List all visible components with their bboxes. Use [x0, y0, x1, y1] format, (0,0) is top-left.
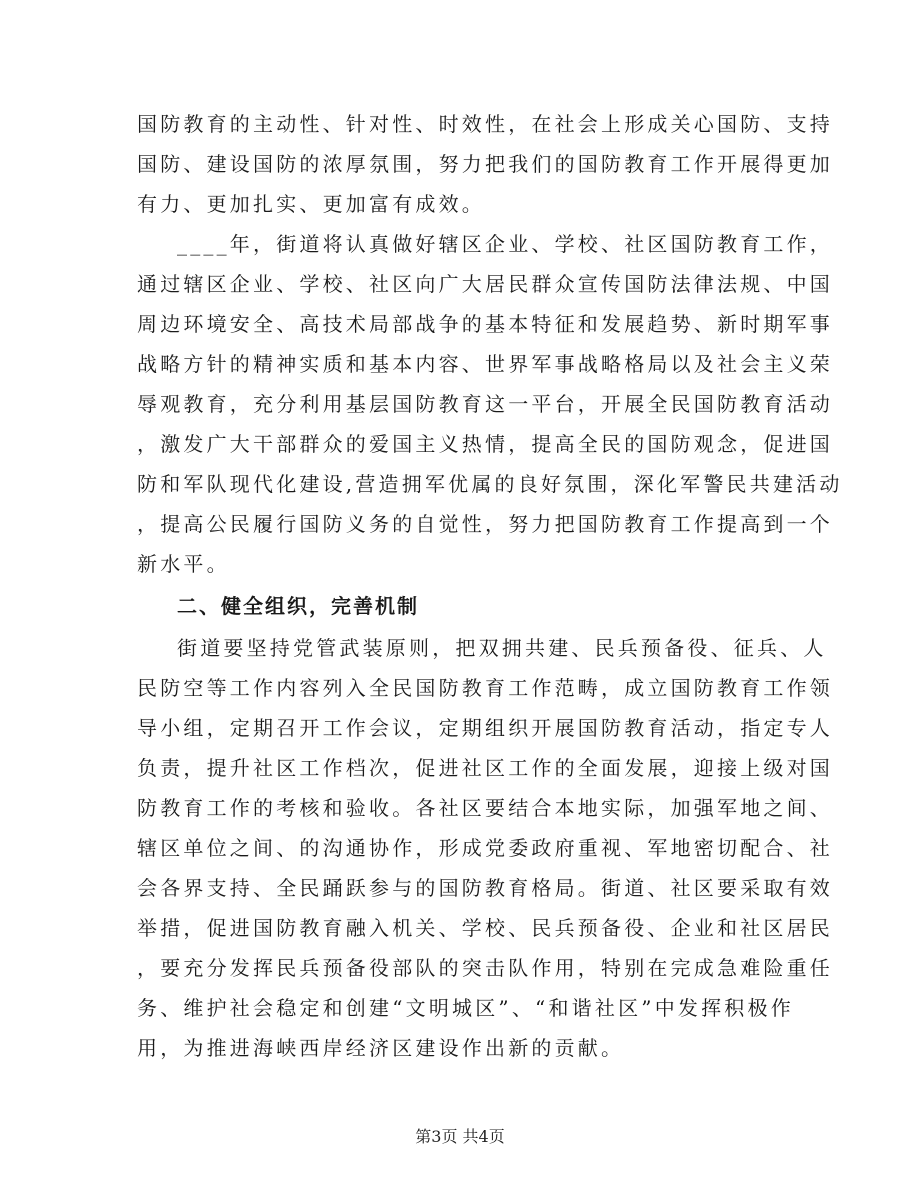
section-heading: 二、健全组织，完善机制 — [177, 594, 419, 618]
paragraph-2-line-6: ，激发广大干部群众的爱国主义热情，提高全民的国防观念，促进国 — [137, 432, 833, 456]
paragraph-2-line-2: 通过辖区企业、学校、社区向广大居民群众宣传国防法律法规、中国 — [137, 272, 833, 296]
paragraph-2-line-9: 新水平。 — [137, 552, 230, 576]
section-2-line-10: 务、维护社会稳定和创建“文明城区”、“和谐社区”中发挥积极作 — [137, 996, 794, 1020]
paragraph-2-line-8: ，提高公民履行国防义务的自觉性，努力把国防教育工作提高到一个 — [137, 512, 833, 536]
section-2-line-11: 用，为推进海峡西岸经济区建设作出新的贡献。 — [137, 1036, 625, 1060]
section-2-line-5: 防教育工作的考核和验收。各社区要结合本地实际，加强军地之间、 — [137, 796, 833, 820]
section-2-line-7: 会各界支持、全民踊跃参与的国防教育格局。街道、社区要采取有效 — [137, 876, 833, 900]
paragraph-1-line-1: 国防教育的主动性、针对性、时效性，在社会上形成关心国防、支持 — [137, 112, 833, 136]
section-2-line-4: 负责，提升社区工作档次，促进社区工作的全面发展，迎接上级对国 — [137, 756, 833, 780]
paragraph-1-line-3: 有力、更加扎实、更加富有成效。 — [137, 192, 485, 216]
section-2-line-3: 导小组，定期召开工作会议，定期组织开展国防教育活动，指定专人 — [137, 716, 833, 740]
section-2-line-8: 举措，促进国防教育融入机关、学校、民兵预备役、企业和社区居民 — [137, 916, 833, 940]
section-2-line-6: 辖区单位之间、的沟通协作，形成党委政府重视、军地密切配合、社 — [137, 836, 833, 860]
paragraph-2-line-7: 防和军队现代化建设,营造拥军优属的良好氛围，深化军警民共建活动 — [137, 472, 843, 496]
section-2-line-2: 民防空等工作内容列入全民国防教育工作范畴，成立国防教育工作领 — [137, 676, 833, 700]
section-2-line-1: 街道要坚持党管武装原则，把双拥共建、民兵预备役、征兵、人 — [177, 636, 827, 660]
page-number: 第3页 共4页 — [415, 1127, 505, 1146]
paragraph-2-line-5: 辱观教育，充分利用基层国防教育这一平台，开展全民国防教育活动 — [137, 392, 833, 416]
paragraph-2-line-1: ____年，街道将认真做好辖区企业、学校、社区国防教育工作， — [177, 232, 833, 256]
paragraph-2-line-3: 周边环境安全、高技术局部战争的基本特征和发展趋势、新时期军事 — [137, 312, 833, 336]
paragraph-1-line-2: 国防、建设国防的浓厚氛围，努力把我们的国防教育工作开展得更加 — [137, 152, 833, 176]
section-2-line-9: ，要充分发挥民兵预备役部队的突击队作用，特别在完成急难险重任 — [137, 956, 833, 980]
paragraph-2-line-4: 战略方针的精神实质和基本内容、世界军事战略格局以及社会主义荣 — [137, 352, 833, 376]
